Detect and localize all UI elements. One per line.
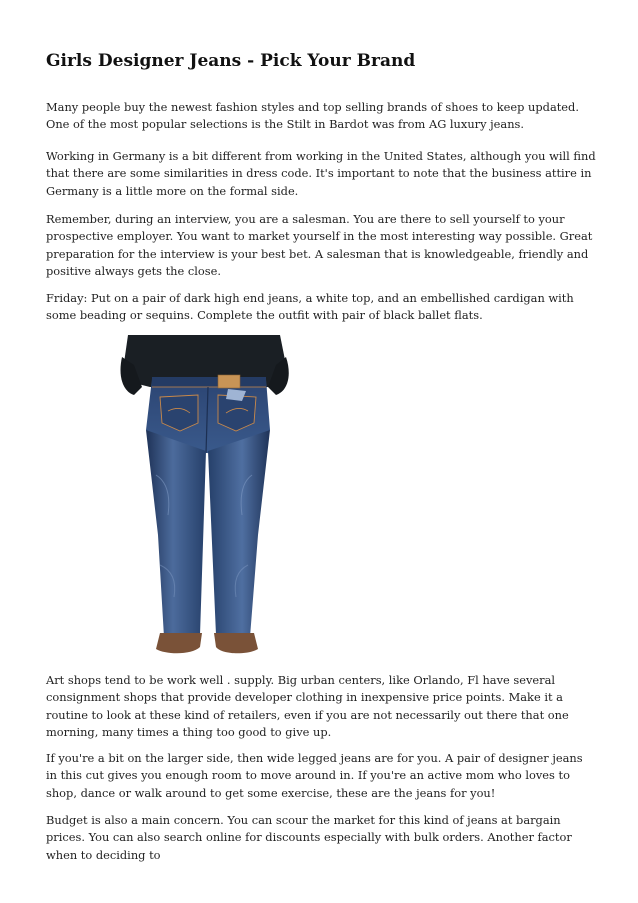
paragraph: Working in Germany is a bit different from working in the United States, although you will find that there are some similarities in dress code. It's important to note that the business attire in Germany is a little more on the formal side. — [46, 149, 596, 198]
paragraph: Budget is also a main concern. You can scour the market for this kind of jeans at bargain prices. You can also search online for discounts especially with bulk orders. Another factor when to deciding to — [46, 813, 572, 862]
shoes — [156, 633, 258, 653]
jeans-photo — [120, 335, 290, 658]
paragraph: Remember, during an interview, you are a salesman. You are there to sell yourself to your prospective employer. You want to market yourself in the most interesting way possible. Great preparation for the interview is your best bet. A salesman that is knowledgeable, friendly and positive always gets the close. — [46, 212, 593, 279]
jeans-right-leg — [208, 430, 270, 637]
paragraph: Many people buy the newest fashion styles and top selling brands of shoes to keep updated. One of the most popular selections is the Stilt in Bardot was from AG luxury jeans. — [46, 100, 579, 132]
paragraph: Art shops tend to be work well . supply. Big urban centers, like Orlando, Fl have several consignment shops that provide developer clothing in inexpensive price points. Make it a routine to look at these kind of retailers, even if you are not necessarily out there that one morning, many times a thing too good to give up. — [46, 673, 569, 740]
paragraph: Friday: Put on a pair of dark high end jeans, a white top, and an embellished cardigan with some beading or sequins. Complete the outfit with pair of black ballet flats. — [46, 291, 574, 323]
paragraph: If you're a bit on the larger side, then wide legged jeans are for you. A pair of designer jeans in this cut gives you enough room to move around in. If you're an active mom who loves to shop, dance or walk around to get some exercise, these are the jeans for you! — [46, 751, 583, 800]
document-title: Girls Designer Jeans - Pick Your Brand — [46, 51, 416, 71]
jeans-left-leg — [146, 430, 206, 637]
